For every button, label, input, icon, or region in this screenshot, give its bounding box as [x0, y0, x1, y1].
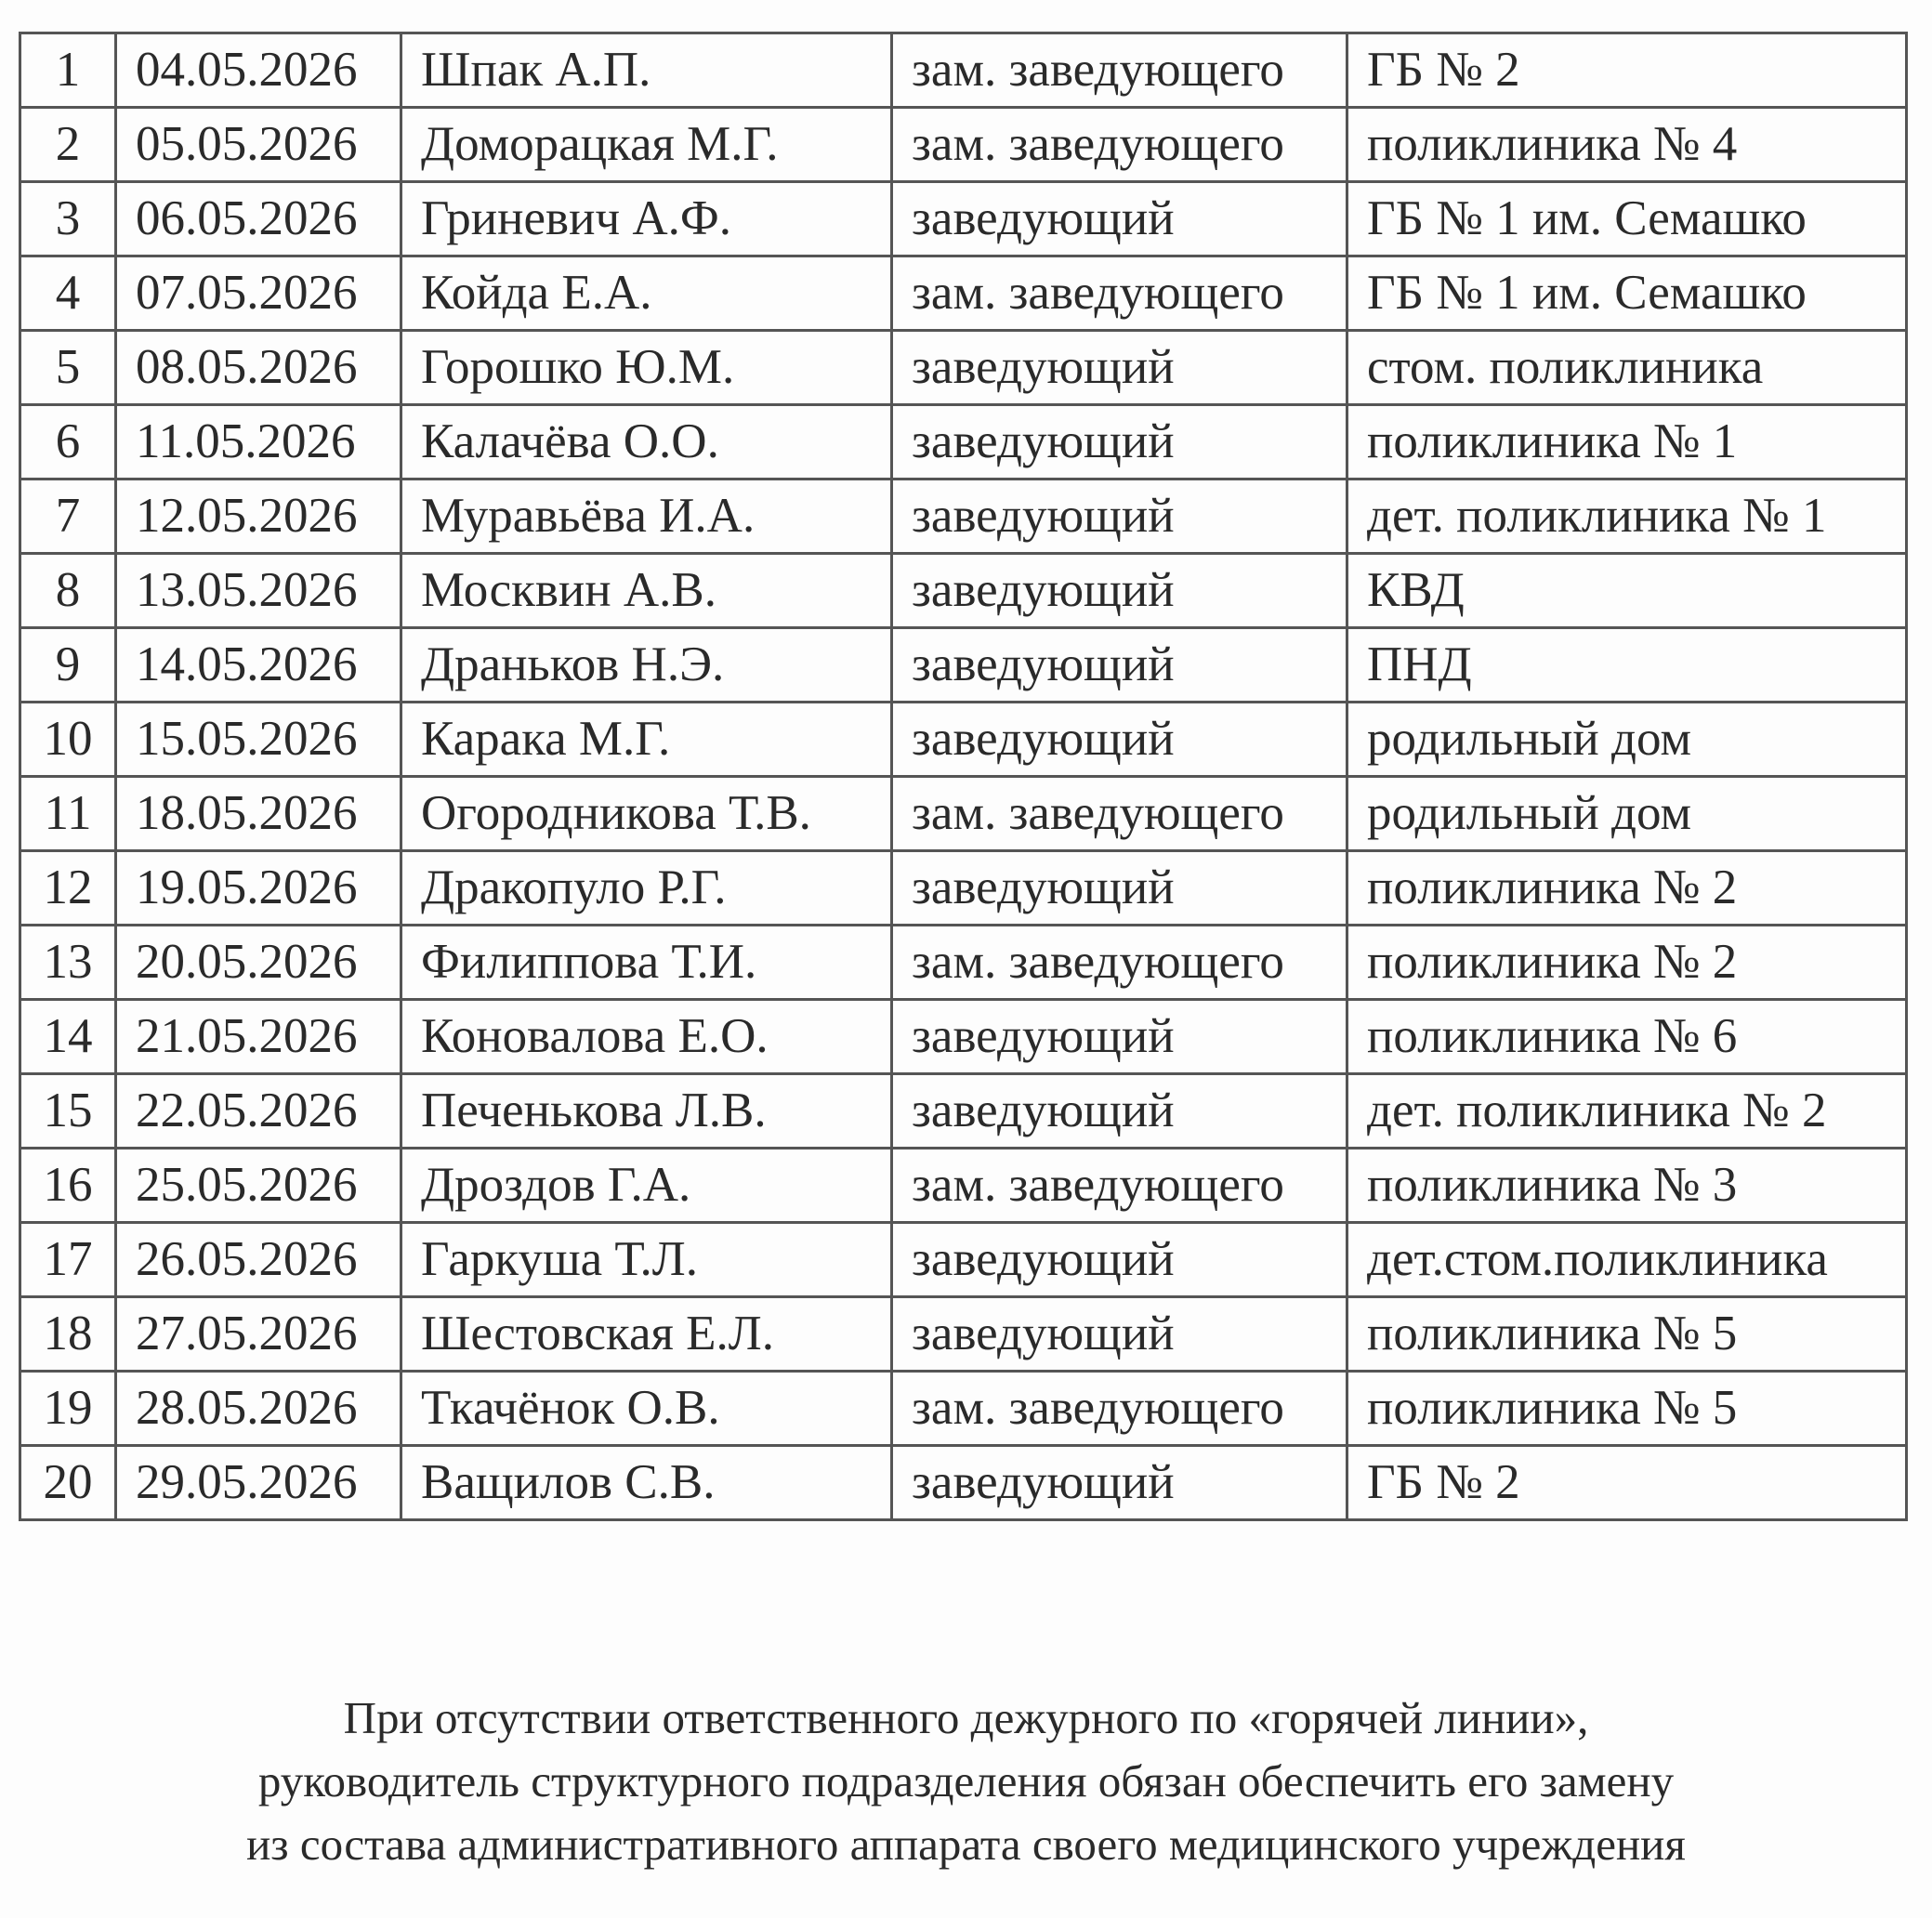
row-number-cell: 10 [20, 703, 116, 777]
replacement-note [0, 1687, 1932, 1876]
position-cell: зам. заведующего [892, 1372, 1347, 1446]
organization-cell: поликлиника № 5 [1347, 1372, 1907, 1446]
row-number-cell: 4 [20, 256, 116, 331]
person-name-cell: Драньков Н.Э. [401, 628, 892, 703]
duty-date-cell: 14.05.2026 [116, 628, 401, 703]
table-row [20, 851, 1907, 926]
duty-date-cell: 04.05.2026 [116, 33, 401, 108]
row-number-cell: 13 [20, 926, 116, 1000]
organization-cell: дет. поликлиника № 1 [1347, 480, 1907, 554]
row-number-cell: 1 [20, 33, 116, 108]
position-cell: заведующий [892, 1297, 1347, 1372]
table-row [20, 405, 1907, 480]
position-cell: заведующий [892, 851, 1347, 926]
row-number-cell: 14 [20, 1000, 116, 1074]
duty-schedule-body [20, 33, 1907, 1520]
organization-cell: поликлиника № 6 [1347, 1000, 1907, 1074]
organization-cell: поликлиника № 2 [1347, 851, 1907, 926]
person-name-cell: Доморацкая М.Г. [401, 108, 892, 182]
organization-cell: ГБ № 1 им. Семашко [1347, 256, 1907, 331]
organization-cell: поликлиника № 1 [1347, 405, 1907, 480]
person-name-cell: Дроздов Г.А. [401, 1149, 892, 1223]
position-cell: зам. заведующего [892, 926, 1347, 1000]
table-row [20, 554, 1907, 628]
row-number-cell: 5 [20, 331, 116, 405]
position-cell: зам. заведующего [892, 777, 1347, 851]
duty-date-cell: 19.05.2026 [116, 851, 401, 926]
organization-cell: дет.стом.поликлиника [1347, 1223, 1907, 1297]
person-name-cell: Шпак А.П. [401, 33, 892, 108]
duty-date-cell: 08.05.2026 [116, 331, 401, 405]
note-line-2: руководитель структурного подразделения обязан обеспечить его замену [257, 1755, 1675, 1806]
position-cell: заведующий [892, 480, 1347, 554]
position-cell: заведующий [892, 1223, 1347, 1297]
person-name-cell: Гаркуша Т.Л. [401, 1223, 892, 1297]
person-name-cell: Печенькова Л.В. [401, 1074, 892, 1149]
row-number-cell: 20 [20, 1446, 116, 1520]
organization-cell: ГБ № 2 [1347, 33, 1907, 108]
row-number-cell: 15 [20, 1074, 116, 1149]
row-number-cell: 11 [20, 777, 116, 851]
table-row [20, 703, 1907, 777]
duty-date-cell: 25.05.2026 [116, 1149, 401, 1223]
row-number-cell: 8 [20, 554, 116, 628]
table-row [20, 1000, 1907, 1074]
duty-date-cell: 29.05.2026 [116, 1446, 401, 1520]
person-name-cell: Калачёва О.О. [401, 405, 892, 480]
position-cell: заведующий [892, 182, 1347, 256]
duty-date-cell: 18.05.2026 [116, 777, 401, 851]
table-row [20, 1372, 1907, 1446]
duty-date-cell: 22.05.2026 [116, 1074, 401, 1149]
person-name-cell: Гриневич А.Ф. [401, 182, 892, 256]
row-number-cell: 2 [20, 108, 116, 182]
person-name-cell: Коновалова Е.О. [401, 1000, 892, 1074]
row-number-cell: 17 [20, 1223, 116, 1297]
table-row [20, 33, 1907, 108]
organization-cell: поликлиника № 2 [1347, 926, 1907, 1000]
position-cell: заведующий [892, 554, 1347, 628]
table-row [20, 1074, 1907, 1149]
duty-date-cell: 06.05.2026 [116, 182, 401, 256]
table-row [20, 1149, 1907, 1223]
person-name-cell: Горошко Ю.М. [401, 331, 892, 405]
position-cell: заведующий [892, 1446, 1347, 1520]
person-name-cell: Москвин А.В. [401, 554, 892, 628]
person-name-cell: Шестовская Е.Л. [401, 1297, 892, 1372]
note-line-1: При отсутствии ответственного дежурного по «горячей линии», [343, 1692, 1589, 1743]
person-name-cell: Огородникова Т.В. [401, 777, 892, 851]
row-number-cell: 18 [20, 1297, 116, 1372]
duty-date-cell: 11.05.2026 [116, 405, 401, 480]
organization-cell: стом. поликлиника [1347, 331, 1907, 405]
position-cell: зам. заведующего [892, 108, 1347, 182]
table-row [20, 777, 1907, 851]
person-name-cell: Филиппова Т.И. [401, 926, 892, 1000]
position-cell: заведующий [892, 1074, 1347, 1149]
duty-date-cell: 07.05.2026 [116, 256, 401, 331]
person-name-cell: Карака М.Г. [401, 703, 892, 777]
organization-cell: поликлиника № 5 [1347, 1297, 1907, 1372]
person-name-cell: Койда Е.А. [401, 256, 892, 331]
table-row [20, 1297, 1907, 1372]
position-cell: заведующий [892, 1000, 1347, 1074]
position-cell: зам. заведующего [892, 33, 1347, 108]
row-number-cell: 6 [20, 405, 116, 480]
organization-cell: ГБ № 2 [1347, 1446, 1907, 1520]
person-name-cell: Дракопуло Р.Г. [401, 851, 892, 926]
duty-date-cell: 15.05.2026 [116, 703, 401, 777]
duty-date-cell: 26.05.2026 [116, 1223, 401, 1297]
position-cell: заведующий [892, 405, 1347, 480]
position-cell: заведующий [892, 628, 1347, 703]
table-row [20, 331, 1907, 405]
person-name-cell: Муравьёва И.А. [401, 480, 892, 554]
organization-cell: родильный дом [1347, 703, 1907, 777]
organization-cell: КВД [1347, 554, 1907, 628]
table-row [20, 1223, 1907, 1297]
table-row [20, 1446, 1907, 1520]
organization-cell: ПНД [1347, 628, 1907, 703]
organization-cell: ГБ № 1 им. Семашко [1347, 182, 1907, 256]
duty-date-cell: 05.05.2026 [116, 108, 401, 182]
table-row [20, 182, 1907, 256]
duty-schedule-table [19, 32, 1908, 1521]
duty-date-cell: 21.05.2026 [116, 1000, 401, 1074]
duty-date-cell: 13.05.2026 [116, 554, 401, 628]
row-number-cell: 3 [20, 182, 116, 256]
position-cell: заведующий [892, 703, 1347, 777]
position-cell: зам. заведующего [892, 1149, 1347, 1223]
position-cell: зам. заведующего [892, 256, 1347, 331]
duty-date-cell: 28.05.2026 [116, 1372, 401, 1446]
person-name-cell: Ващилов С.В. [401, 1446, 892, 1520]
position-cell: заведующий [892, 331, 1347, 405]
note-line-3: из состава административного аппарата своего медицинского учреждения [246, 1819, 1686, 1870]
row-number-cell: 12 [20, 851, 116, 926]
table-row [20, 108, 1907, 182]
duty-date-cell: 12.05.2026 [116, 480, 401, 554]
person-name-cell: Ткачёнок О.В. [401, 1372, 892, 1446]
row-number-cell: 16 [20, 1149, 116, 1223]
table-row [20, 480, 1907, 554]
duty-date-cell: 27.05.2026 [116, 1297, 401, 1372]
row-number-cell: 7 [20, 480, 116, 554]
table-row [20, 926, 1907, 1000]
table-row [20, 256, 1907, 331]
row-number-cell: 9 [20, 628, 116, 703]
organization-cell: поликлиника № 3 [1347, 1149, 1907, 1223]
table-row [20, 628, 1907, 703]
organization-cell: родильный дом [1347, 777, 1907, 851]
organization-cell: дет. поликлиника № 2 [1347, 1074, 1907, 1149]
duty-date-cell: 20.05.2026 [116, 926, 401, 1000]
row-number-cell: 19 [20, 1372, 116, 1446]
organization-cell: поликлиника № 4 [1347, 108, 1907, 182]
